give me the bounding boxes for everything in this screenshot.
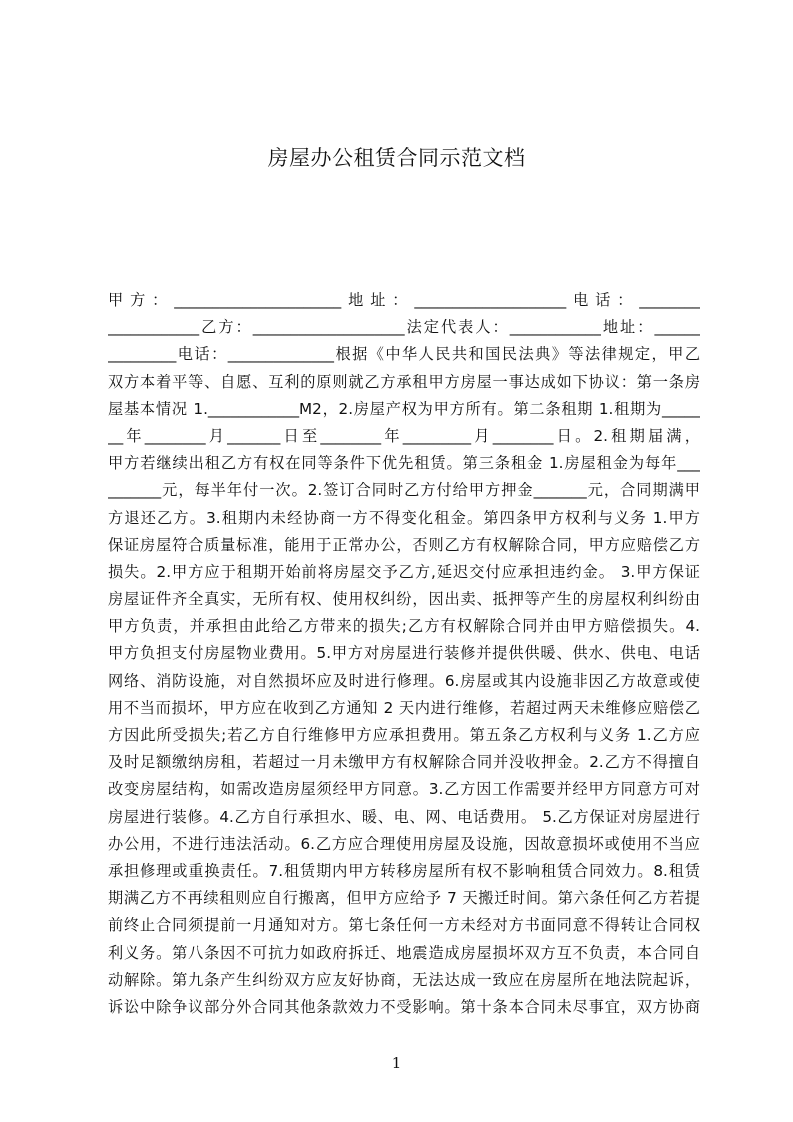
body-line: _______元，每半年付一次。2.签订合同时乙方付给甲方押金_______元，合同期满甲	[108, 481, 700, 500]
contract-body	[108, 287, 700, 1021]
body-line: __年________月_______日至________年_________月________日。2.租期届满，	[108, 426, 700, 445]
body-line: 甲方：______________________地址：____________________电话：________	[108, 291, 700, 309]
body-line: 网络、消防设施，对自然损坏应及时进行修理。6.房屋或其内设施非因乙方故意或使	[108, 671, 700, 690]
body-line: 承担修理或重换责任。7.租赁期内甲方转移房屋所有权不影响租赁合同效力。8.租赁	[108, 861, 700, 880]
body-line: 方因此所受损失;若乙方自行维修甲方应承担费用。第五条乙方权利与义务 1.乙方应	[108, 726, 700, 744]
body-line: 方退还乙方。3.租期内未经协商一方不得变化租金。第四条甲方权利与义务 1.甲方	[108, 508, 700, 527]
body-line: 甲方负担支付房屋物业费用。5.甲方对房屋进行装修并提供供暖、供水、供电、电话	[108, 644, 700, 663]
body-line: 损失。2.甲方应于租期开始前将房屋交予乙方,延迟交付应承担违约金。 3.甲方保证	[108, 562, 700, 581]
body-line: 诉讼中除争议部分外合同其他条款效力不受影响。第十条本合同未尽事宜，双方协商	[108, 997, 700, 1016]
body-line: 期满乙方不再续租则应自行搬离，但甲方应给予 7 天搬迁时间。第六条任何乙方若提	[108, 889, 700, 908]
body-line: 办公用，不进行违法活动。6.乙方应合理使用房屋及设施，因故意损坏或使用不当应	[108, 834, 700, 853]
body-line: 用不当而损坏，甲方应在收到乙方通知 2 天内进行维修，若超过两天未维修应赔偿乙	[108, 698, 700, 717]
body-line: 房屋进行装修。4.乙方自行承担水、暖、电、网、电话费用。 5.乙方保证对房屋进行	[108, 807, 700, 826]
body-line: 前终止合同须提前一月通知对方。第七条任何一方未经对方书面同意不得转让合同权	[108, 916, 700, 935]
body-line: 利义务。第八条因不可抗力如政府拆迁、地震造成房屋损坏双方互不负责，本合同自	[108, 943, 700, 962]
body-line: 房屋证件齐全真实，无所有权、使用权纠纷，因出卖、抵押等产生的房屋权利纠纷由	[108, 590, 700, 609]
body-line: 动解除。第九条产生纠纷双方应友好协商，无法达成一致应在房屋所在地法院起诉，	[108, 970, 700, 989]
body-line: _________电话：______________根据《中华人民共和国民法典》等法律规定，甲乙	[108, 345, 700, 364]
body-line: 保证房屋符合质量标准，能用于正常办公，否则乙方有权解除合同，甲方应赔偿乙方	[108, 535, 700, 554]
body-line: 甲方负责，并承担由此给乙方带来的损失;乙方有权解除合同并由甲方赔偿损失。4.	[108, 617, 700, 636]
body-line: 改变房屋结构，如需改造房屋须经甲方同意。3.乙方因工作需要并经甲方同意方可对	[108, 780, 700, 799]
body-line: ____________乙方：____________________法定代表人：____________地址：______	[108, 318, 700, 337]
body-line: 甲方若继续出租乙方有权在同等条件下优先租赁。第三条租金 1.房屋租金为每年___	[108, 454, 700, 473]
body-line: 屋基本情况 1.____________M2，2.房屋产权为甲方所有。第二条租期 1.租期为_____	[108, 399, 700, 418]
document-title: 房屋办公租赁合同示范文档	[267, 146, 526, 170]
body-line: 双方本着平等、自愿、互利的原则就乙方承租甲方房屋一事达成如下协议：第一条房	[108, 372, 700, 391]
page-number: 1	[391, 1054, 402, 1072]
body-line: 及时足额缴纳房租，若超过一月未缴甲方有权解除合同并没收押金。2.乙方不得擅自	[108, 753, 700, 772]
